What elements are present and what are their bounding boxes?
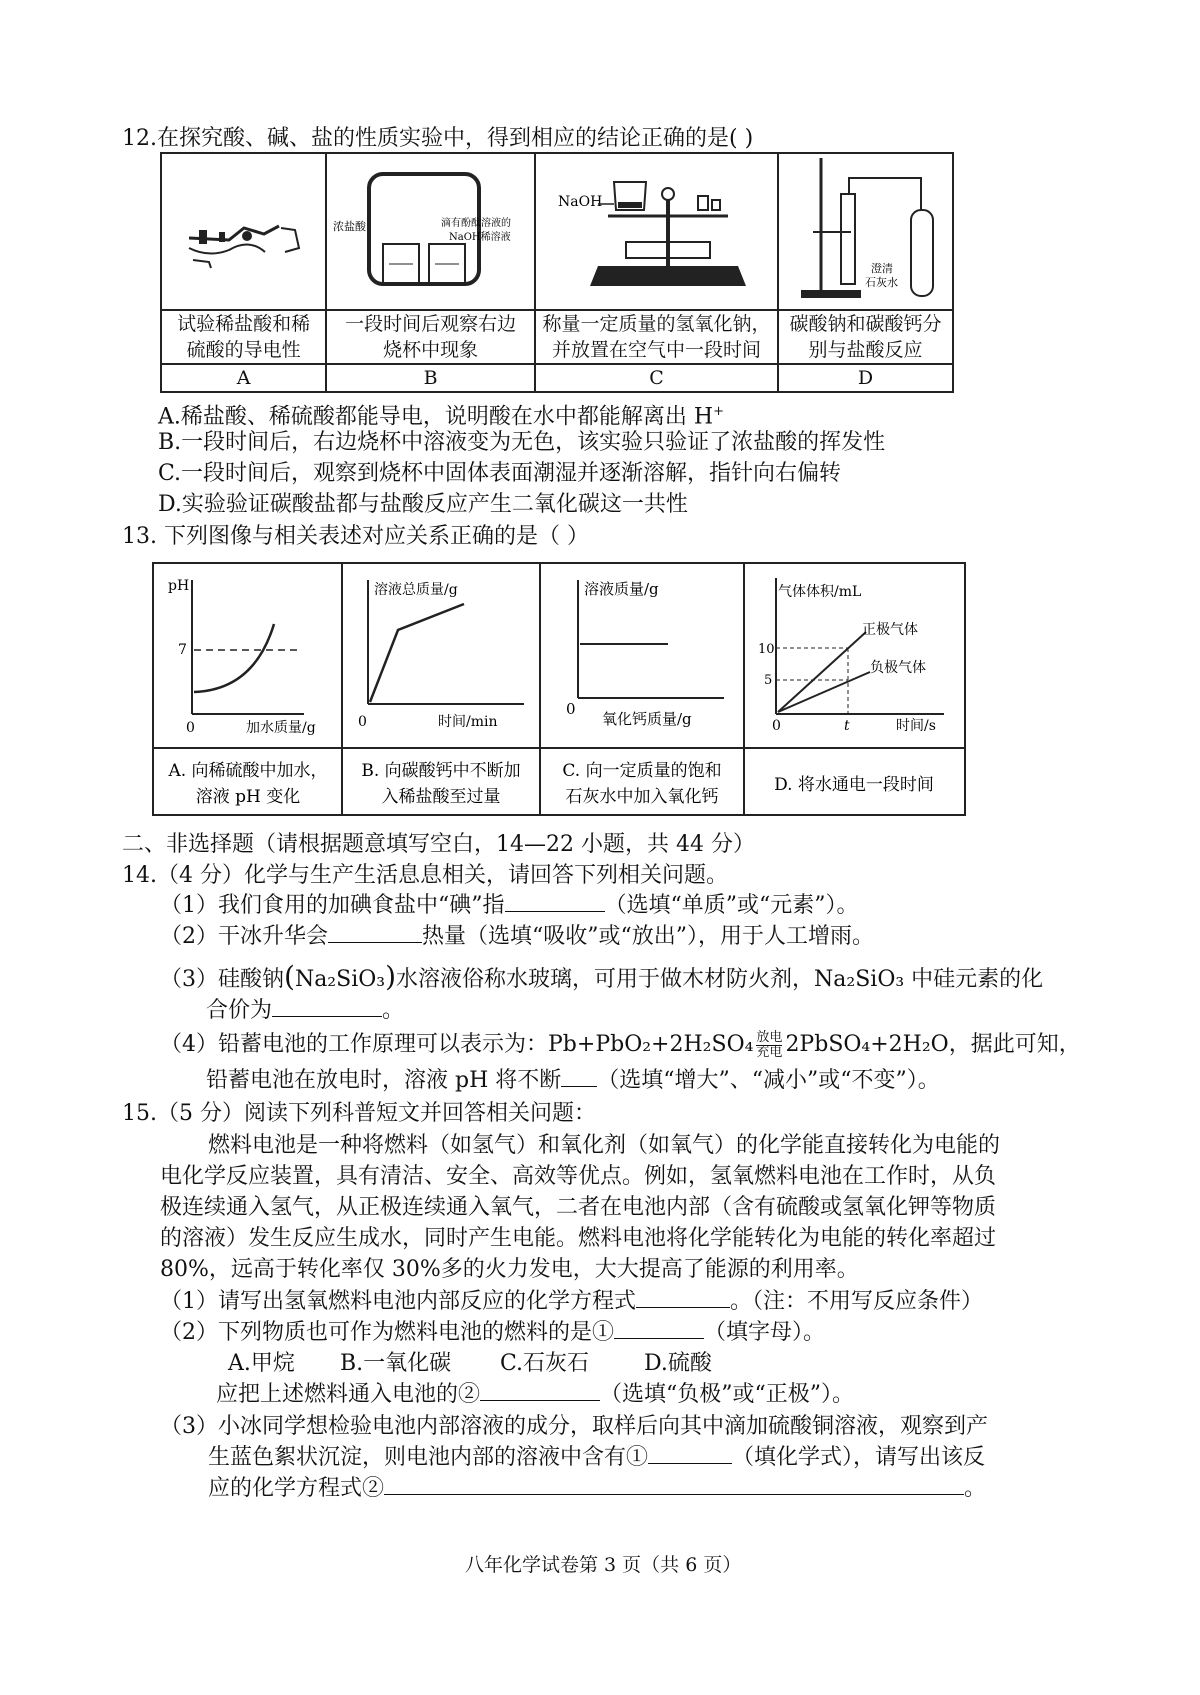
graph-c-caption-2: 石灰水中加入氧化钙 bbox=[565, 787, 719, 807]
graph-a-xlabel: 加水质量/g bbox=[246, 720, 316, 736]
graph-a-caption-1: A. 向稀硫酸中加水， bbox=[168, 761, 328, 781]
q12-image-a bbox=[161, 153, 326, 310]
graph-d-t: t bbox=[844, 718, 850, 734]
q14-part-3-cont: 合价为 。 bbox=[206, 998, 405, 1023]
q12-option-a: A.稀盐酸、稀硫酸都能导电，说明酸在水中都能解离出 H+ bbox=[158, 404, 724, 430]
graph-a-ph bbox=[167, 578, 327, 807]
q12-stem: 12.在探究酸、碱、盐的性质实验中，得到相应的结论正确的是( ) bbox=[122, 126, 754, 151]
q12-image-c bbox=[535, 153, 778, 310]
q15-part-3: （3）小冰同学想检验电池内部溶液的成分，取样后向其中滴加硫酸铜溶液，观察到产 bbox=[160, 1414, 988, 1439]
q15-stem: 15.（5 分）阅读下列科普短文并回答相关问题： bbox=[122, 1101, 596, 1126]
q15-choice-c: C.石灰石 bbox=[500, 1351, 590, 1376]
q15-para-1: 燃料电池是一种将燃料（如氢气）和氧化剂（如氧气）的化学能直接转化为电能的 bbox=[208, 1133, 1001, 1158]
graph-c-origin: 0 bbox=[566, 700, 576, 718]
q15-choice-d: D.硫酸 bbox=[644, 1351, 712, 1376]
graph-a-caption-2: 溶液 pH 变化 bbox=[195, 787, 301, 807]
bell-jar-icon bbox=[369, 174, 479, 284]
q14-blank-4[interactable] bbox=[561, 1066, 597, 1087]
q15-part-3-cont: 生蓝色絮状沉淀，则电池内部的溶液中含有① （填化学式），请写出该反 bbox=[208, 1445, 986, 1470]
q12-option-c: C.一段时间后，观察到烧杯中固体表面潮湿并逐渐溶解，指针向右偏转 bbox=[158, 461, 842, 486]
label-phenolphthalein: 滴有酚酞溶液的 bbox=[440, 218, 511, 229]
conductivity-apparatus-icon bbox=[169, 168, 319, 288]
section-2-heading: 二、非选择题（请根据题意填写空白，14—22 小题，共 44 分） bbox=[122, 832, 755, 857]
graph-d-caption-1: D. 将水通电一段时间 bbox=[774, 775, 934, 795]
graph-d-series-1: 正极气体 bbox=[862, 622, 918, 638]
label-limewater: 石灰水 bbox=[865, 276, 899, 289]
graph-c-xlabel: 氧化钙质量/g bbox=[602, 710, 692, 728]
graph-a-ylabel: pH bbox=[168, 578, 190, 594]
q15-choice-b: B.一氧化碳 bbox=[340, 1351, 452, 1376]
q14-part-4: （4）铅蓄电池的工作原理可以表示为：Pb+PbO₂+2H₂SO₄ 放电 充电 2PbSO₄+2H₂O，据此可知， bbox=[160, 1029, 1081, 1060]
page-footer: 八年化学试卷第 3 页（共 6 页） bbox=[465, 1554, 742, 1576]
q12-option-d: D.实验验证碳酸盐都与盐酸反应产生二氧化碳这一共性 bbox=[158, 492, 688, 517]
graph-a-tick-7: 7 bbox=[178, 642, 187, 658]
q15-part-2-cont: 应把上述燃料通入电池的② （选填“负极”或“正极”）。 bbox=[216, 1382, 855, 1407]
q14-stem: 14.（4 分）化学与生产生活息息相关，请回答下列相关问题。 bbox=[122, 863, 728, 888]
graph-b-curve bbox=[370, 604, 464, 702]
q14-blank-3[interactable] bbox=[272, 996, 382, 1017]
q12-image-b bbox=[326, 153, 535, 310]
q15-part-1: （1）请写出氢氧燃料电池内部反应的化学方程式 。（注：不用写反应条件） bbox=[160, 1289, 984, 1314]
q15-blank-2[interactable] bbox=[614, 1318, 704, 1339]
graph-d-negative-line bbox=[778, 672, 870, 712]
q15-para-5: 80%，远高于转化率仅 30%多的火力发电，大大提高了能源的利用率。 bbox=[160, 1257, 859, 1282]
graph-d-tick-10: 10 bbox=[758, 642, 775, 657]
label-naoh-dilute: NaOH稀溶液 bbox=[448, 232, 511, 243]
q14-arrow-bottom: 充电 bbox=[756, 1044, 783, 1060]
q12-caption-a: 试验稀盐酸和稀 硫酸的导电性 bbox=[161, 310, 326, 364]
graph-d-origin: 0 bbox=[772, 718, 781, 734]
graph-c-solution-mass bbox=[562, 580, 724, 807]
q14-part-4-cont: 铅蓄电池在放电时，溶液 pH 将不断 （选填“增大”、“减小”或“不变”）。 bbox=[206, 1068, 940, 1093]
q12-table bbox=[160, 152, 954, 393]
graph-d-ylabel: 气体体积/mL bbox=[778, 584, 862, 600]
graph-b-solution-mass bbox=[358, 580, 524, 807]
q12-letter-d: D bbox=[778, 364, 953, 392]
graph-d-series-2: 负极气体 bbox=[870, 660, 926, 676]
graph-d-gas-volume bbox=[758, 578, 944, 795]
q14-blank-1[interactable] bbox=[505, 891, 605, 912]
q15-blank-5[interactable] bbox=[384, 1474, 964, 1495]
q15-blank-3[interactable] bbox=[480, 1380, 600, 1401]
q15-para-4: 的溶液）发生反应生成水，同时产生电能。燃料电池将化学能转化为电能的转化率超过 bbox=[160, 1226, 997, 1251]
q15-blank-1[interactable] bbox=[636, 1287, 730, 1308]
gas-test-apparatus-icon bbox=[781, 154, 949, 302]
q12-caption-d: 碳酸钠和碳酸钙分 别与盐酸反应 bbox=[778, 310, 953, 364]
graph-d-tick-5: 5 bbox=[764, 673, 773, 688]
graph-b-caption-2: 入稀盐酸至过量 bbox=[381, 787, 501, 807]
graph-d-positive-line bbox=[778, 632, 866, 712]
q12-letter-a: A bbox=[161, 364, 326, 392]
graph-a-origin: 0 bbox=[186, 720, 195, 736]
q15-part-2: （2）下列物质也可作为燃料电池的燃料的是① （填字母）。 bbox=[160, 1320, 826, 1345]
q12-option-b: B.一段时间后，右边烧杯中溶液变为无色，该实验只验证了浓盐酸的挥发性 bbox=[158, 430, 886, 455]
graph-c-caption-1: C. 向一定质量的饱和 bbox=[562, 761, 722, 781]
q14-part-2: （2）干冰升华会 热量（选填“吸收”或“放出”），用于人工增雨。 bbox=[160, 924, 874, 949]
q15-choice-a: A.甲烷 bbox=[228, 1351, 295, 1376]
q14-arrow-top: 放电 bbox=[756, 1029, 783, 1045]
q12-image-d bbox=[778, 153, 953, 310]
q15-blank-4[interactable] bbox=[648, 1443, 732, 1464]
graph-b-caption-1: B. 向碳酸钙中不断加 bbox=[361, 761, 521, 781]
q15-part-3-end: 应的化学方程式② 。 bbox=[208, 1476, 987, 1501]
balance-scale-icon bbox=[538, 154, 774, 302]
graph-b-xlabel: 时间/min bbox=[438, 714, 498, 730]
q12-letter-b: B bbox=[326, 364, 535, 392]
label-clear: 澄清 bbox=[871, 262, 894, 275]
label-conc-hcl: 浓盐酸 bbox=[332, 220, 366, 233]
graph-b-ylabel: 溶液总质量/g bbox=[374, 582, 458, 598]
q12-caption-b: 一段时间后观察右边 烧杯中现象 bbox=[326, 310, 535, 364]
q12-letter-c: C bbox=[535, 364, 778, 392]
graph-c-ylabel: 溶液质量/g bbox=[584, 580, 659, 598]
label-naoh: NaOH bbox=[558, 194, 603, 210]
q14-part-3: （3）硅酸钠(Na₂SiO₃)水溶液俗称水玻璃，可用于做木材防火剂，Na₂SiO₃ 中硅元素的化 bbox=[160, 960, 1044, 993]
q13-graph-table bbox=[152, 562, 966, 816]
q12-caption-c: 称量一定质量的氢氧化钠， 并放置在空气中一段时间 bbox=[535, 310, 778, 364]
graph-b-origin: 0 bbox=[358, 714, 367, 730]
q13-stem: 13. 下列图像与相关表述对应关系正确的是（ ） bbox=[122, 524, 589, 549]
q15-para-2: 电化学反应装置，具有清洁、安全、高效等优点。例如，氢氧燃料电池在工作时，从负 bbox=[160, 1164, 997, 1189]
q14-part-1: （1）我们食用的加碘食盐中“碘”指 （选填“单质”或“元素”）。 bbox=[160, 893, 859, 918]
graph-a-curve bbox=[194, 624, 274, 692]
q14-blank-2[interactable] bbox=[328, 922, 422, 943]
graph-d-xlabel: 时间/s bbox=[896, 718, 936, 734]
q15-para-3: 极连续通入氢气，从正极连续通入氧气，二者在电池内部（含有硫酸或氢氧化钾等物质 bbox=[160, 1195, 997, 1220]
